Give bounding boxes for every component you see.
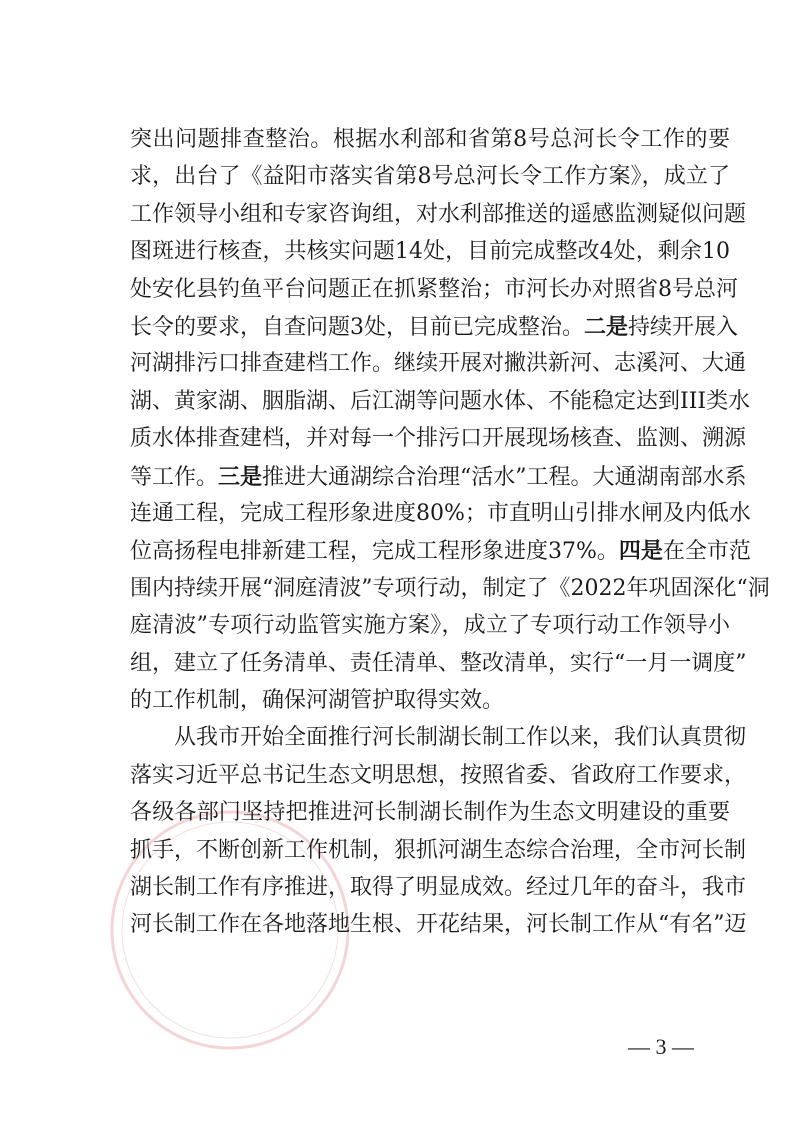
text-segment: 抓手，不断创新工作机制，狠抓河湖生态综合治理，全市河长制 [130, 837, 747, 863]
text-line [130, 798, 730, 828]
text-line [130, 499, 751, 529]
text-segment: 求，出台了《益阳市落实省第8号总河长令工作方案》，成立了 [130, 164, 730, 190]
text-segment: 连通工程，完成工程形象进度80%；市直明山引排水闸及内低水 [130, 501, 751, 526]
text-line [130, 686, 730, 716]
text-segment: 等工作。 [130, 464, 219, 490]
text-line [130, 910, 747, 940]
text-segment: 河长制工作在各地落地生根、开花结果，河长制工作从“有名”迈 [130, 912, 747, 938]
text-line [130, 649, 747, 679]
text-segment: 在全市范 [662, 539, 751, 565]
text-segment: 各级各部门坚持把推进河长制湖长制作为生态文明建设的重要 [130, 800, 730, 826]
text-line [130, 574, 770, 604]
text-line [130, 873, 747, 903]
text-segment: 从我市开始全面推行河长制湖长制工作以来，我们认真贯彻 [174, 725, 747, 751]
text-segment: 突出问题排查整治。根据水利部和省第8号总河长令工作的要 [130, 127, 730, 152]
text-segment: 工作领导小组和专家咨询组，对水利部推送的遥感监测疑似问题 [130, 201, 747, 227]
text-line [130, 836, 747, 866]
text-line [130, 536, 751, 566]
text-segment: 长令的要求，自查问题3处，目前已完成整治。 [130, 315, 584, 340]
text-segment: 质水体排查建档，并对每一个排污口开展现场核查、监测、溯源 [130, 426, 747, 452]
text-segment: 围内持续开展“洞庭清波”专项行动，制定了《2022年巩固深化“洞 [130, 575, 770, 601]
text-line [130, 611, 730, 641]
text-segment: 组，建立了任务清单、责任清单、整改清单，实行“一月一调度” [130, 650, 747, 676]
text-segment: 庭清波”专项行动监管实施方案》，成立了专项行动工作领导小 [130, 613, 730, 639]
text-segment: 落实习近平总书记生态文明思想，按照省委、省政府工作要求， [130, 762, 747, 788]
text-line [130, 349, 747, 379]
bold-text-segment: 四是 [618, 538, 663, 565]
text-segment: 湖长制工作有序推进，取得了明显成效。经过几年的奋斗，我市 [130, 875, 747, 900]
text-segment: 处安化县钓鱼平台问题正在抓紧整治；市河长办对照省8号总河 [130, 276, 738, 302]
text-segment: 推进大通湖综合治理“活水”工程。大通湖南部水系 [262, 464, 747, 490]
text-line [130, 125, 730, 155]
text-line [130, 275, 738, 305]
text-segment: 湖、黄家湖、胭脂湖、后江湖等问题水体、不能稳定达到III类水 [130, 388, 751, 414]
text-line [130, 462, 747, 492]
bold-text-segment: 二是 [584, 314, 629, 340]
text-segment: 图斑进行核查，共核实问题14处，目前完成整改4处，剩余10 [130, 239, 730, 265]
text-segment: 的工作机制，确保河湖管护取得实效。 [130, 688, 505, 713]
text-line [130, 424, 747, 454]
text-line [130, 237, 730, 267]
text-line [130, 387, 751, 417]
bold-text-segment: 三是 [218, 463, 263, 490]
text-segment: 位高扬程电排新建工程，完成工程形象进度37%。 [130, 539, 619, 565]
text-segment: 持续开展入 [628, 315, 739, 340]
text-line [130, 312, 739, 342]
text-line [130, 761, 747, 791]
text-line [130, 162, 730, 192]
page-number: — 3 — [628, 1034, 694, 1059]
text-segment: 河湖排污口排查建档工作。继续开展对撇洪新河、志溪河、大通 [130, 351, 747, 377]
text-line [130, 200, 747, 230]
text-line [174, 723, 747, 753]
